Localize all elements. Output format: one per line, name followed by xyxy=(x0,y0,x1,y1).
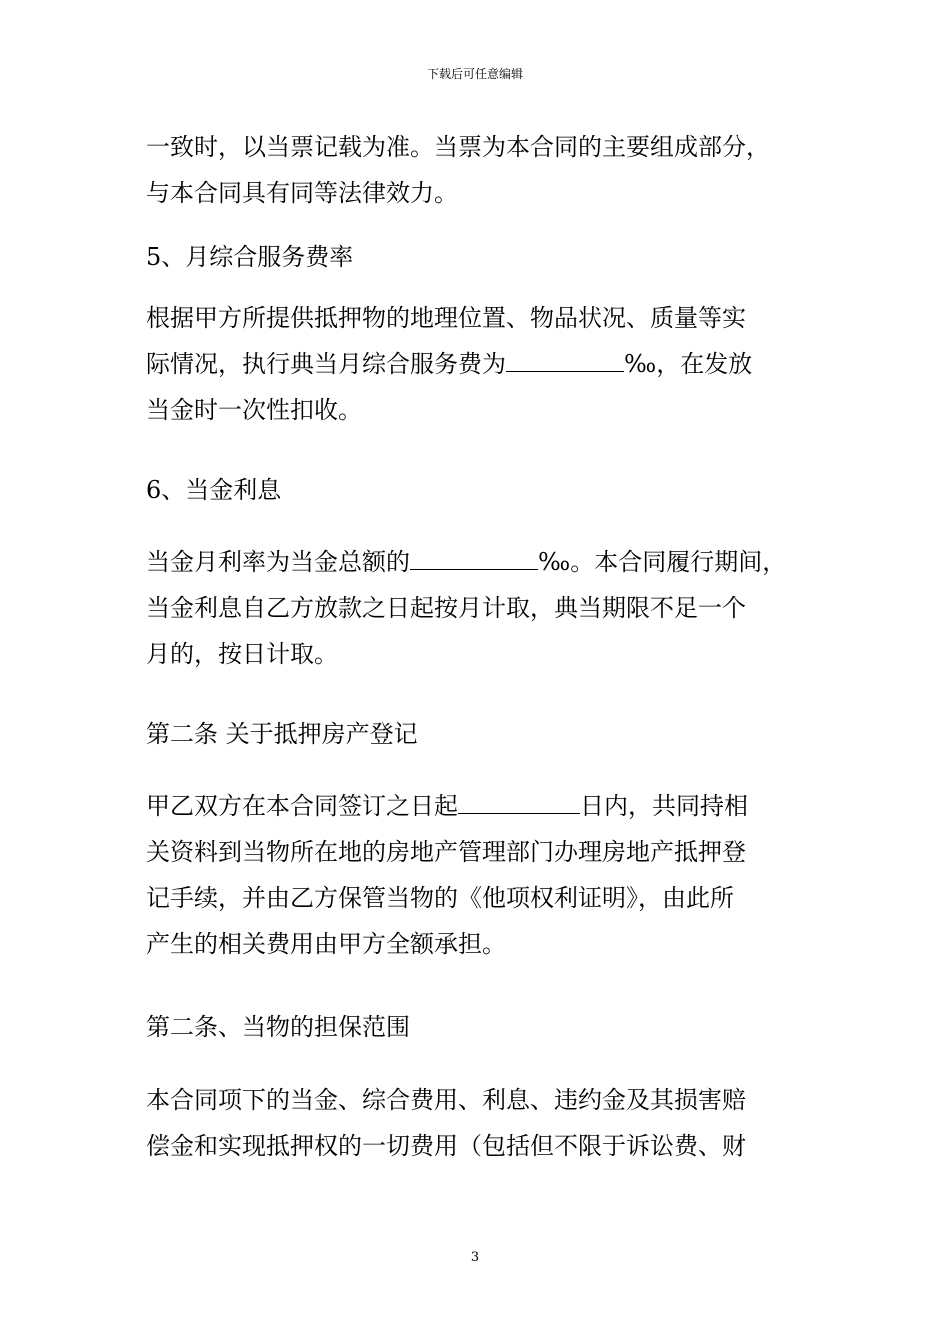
text-line: 记手续，并由乙方保管当物的《他项权利证明》，由此所 xyxy=(146,884,734,912)
fill-in-blank xyxy=(506,343,624,372)
text-line: 本合同项下的当金、综合费用、利息、违约金及其损害赔 xyxy=(146,1086,746,1114)
paragraph-guarantee-scope xyxy=(146,1077,826,1169)
heading-monthly-service-rate: 5、月综合服务费率 xyxy=(146,243,354,271)
fill-in-blank xyxy=(410,541,538,570)
text-line: 根据甲方所提供抵押物的地理位置、物品状况、质量等实 xyxy=(146,304,746,332)
paragraph-equal-effect xyxy=(146,124,826,216)
text-line: 一致时，以当票记载为准。当票为本合同的主要组成部分， xyxy=(146,133,770,161)
paragraph-service-fee xyxy=(146,295,826,433)
paragraph-interest xyxy=(146,539,826,677)
fill-in-blank xyxy=(458,785,580,814)
text-line: 与本合同具有同等法律效力。 xyxy=(146,179,458,207)
text-line: 甲乙双方在本合同签订之日起 日内，共同持相 xyxy=(146,783,826,829)
text-line: 偿金和实现抵押权的一切费用（包括但不限于诉讼费、财 xyxy=(146,1132,746,1160)
heading-mortgage-registration: 第二条 关于抵押房产登记 xyxy=(146,720,418,748)
text-line: 产生的相关费用由甲方全额承担。 xyxy=(146,930,506,958)
page-header: 下载后可任意编辑 xyxy=(426,67,523,81)
page-number: 3 xyxy=(470,1250,480,1265)
text-line: 当金月利率为当金总额的 ‰。本合同履行期间， xyxy=(146,539,826,585)
heading-guarantee-scope: 第二条、当物的担保范围 xyxy=(146,1013,410,1041)
paragraph-registration xyxy=(146,783,826,967)
text-line: 当金利息自乙方放款之日起按月计取，典当期限不足一个 xyxy=(146,594,746,622)
text-line: 当金时一次性扣收。 xyxy=(146,396,362,424)
text-line: 月的，按日计取。 xyxy=(146,640,338,668)
text-line: 际情况，执行典当月综合服务费为 ‰，在发放 xyxy=(146,341,826,387)
heading-loan-interest: 6、当金利息 xyxy=(146,476,282,504)
text-line: 关资料到当物所在地的房地产管理部门办理房地产抵押登 xyxy=(146,838,746,866)
